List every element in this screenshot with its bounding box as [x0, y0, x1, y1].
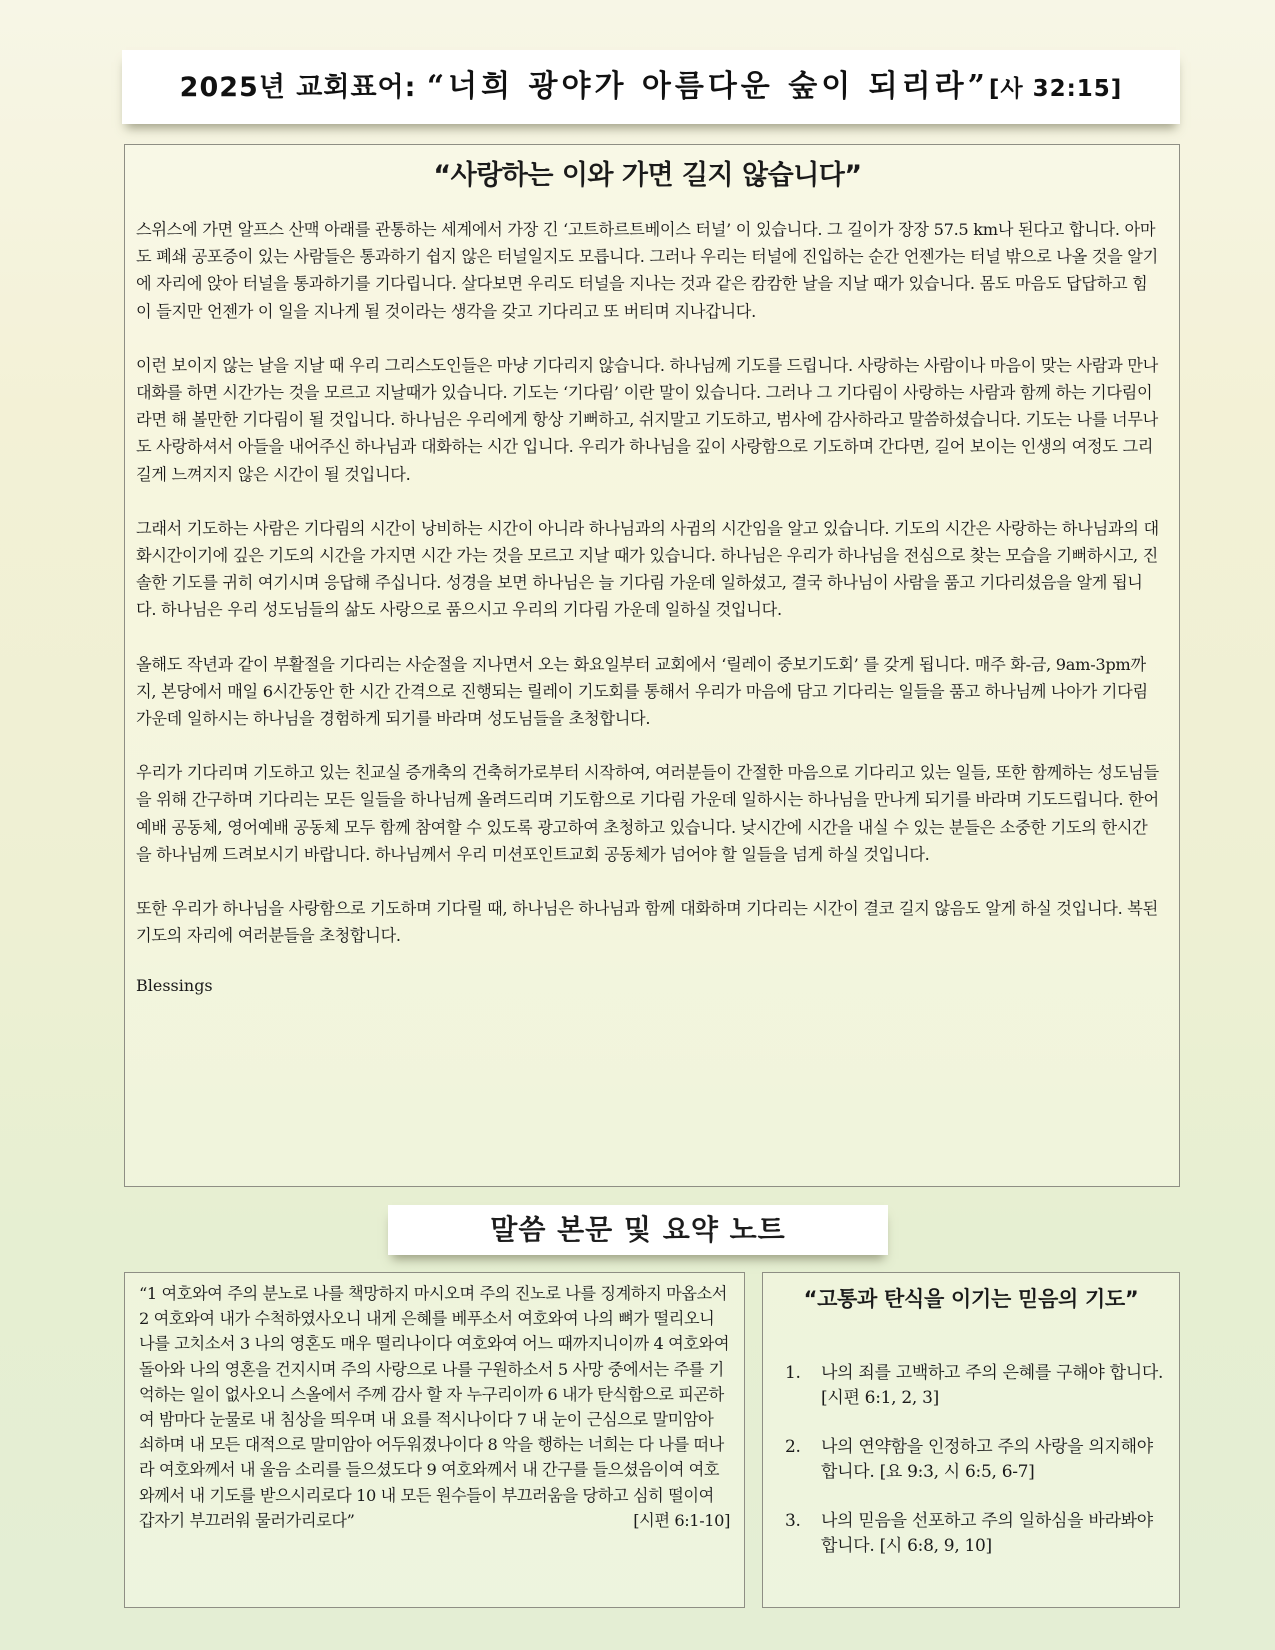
article-paragraph-6: 또한 우리가 하나님을 사랑함으로 기도하며 기다릴 때, 하나님은 하나님과 함께 대화하며 기다리는 시간이 결코 길지 않음도 알게 하실 것입니다. 복된 기도의 자리에 여러분들을 초청합니다. — [136, 899, 1158, 946]
sermon-points-list — [773, 1361, 1169, 1559]
point-text: 나의 죄를 고백하고 주의 은혜를 구해야 합니다. [시편 6:1, 2, 3] — [821, 1363, 1164, 1408]
sermon-point — [773, 1435, 1169, 1485]
sermon-point — [773, 1361, 1169, 1411]
article-paragraph-2: 이런 보이지 않는 날을 지날 때 우리 그리스도인들은 마냥 기다리지 않습니다. 하나님께 기도를 드립니다. 사랑하는 사람이나 마음이 맞는 사람과 만나 대화를 하면 시간가는 것을 모르고 지날때가 있습니다. 기도는 ‘기다림’ 이란 말이 있습니다. 그러나 그 기다림이 사랑하는 사람과 함께 하는 기다림이라면 해 볼만한 기다림이 될 것입니다. 하나님은 우리에게 항상 기뻐하고, 쉬지말고 기도하고, 범사에 감사하라고 말씀하셨습니다. 기도는 나를 너무나도 사랑하셔서 아들을 내어주신 하나님과 대화하는 시간 입니다. 우리가 하나님을 깊이 사랑함으로 기도하며 간다면, 길어 보이는 인생의 여정도 그리 길게 느껴지지 않은 시간이 될 것입니다. — [136, 355, 1158, 484]
article-paragraph-3: 그래서 기도하는 사람은 기다림의 시간이 낭비하는 시간이 아니라 하나님과의 사귐의 시간임을 알고 있습니다. 기도의 시간은 사랑하는 하나님과의 대화시간이기에 깊은 기도의 시간을 가지면 시간 가는 것을 모르고 지날 때가 있습니다. 하나님은 우리가 하나님을 전심으로 찾는 모습을 기뻐하시고, 진솔한 기도를 귀히 여기시며 응답해 주십니다. 성경을 보면 하나님은 늘 기다림 가운데 일하셨고, 결국 하나님이 사람을 품고 기다리셨음을 알게 됩니다. 하나님은 우리 성도님들의 삶도 사랑으로 품으시고 우리의 기다림 가운데 일하실 것입니다. — [136, 518, 1159, 620]
point-number: 3. — [785, 1511, 801, 1531]
notes-section-title: 말씀 본문 및 요약 노트 — [490, 1213, 786, 1246]
scripture-text — [139, 1281, 730, 1533]
article-paragraph-4: 올해도 작년과 같이 부활절을 기다리는 사순절을 지나면서 오는 화요일부터 교회에서 ‘릴레이 중보기도회’ 를 갖게 됩니다. 매주 화-금, 9am-3pm까지, 본당에서 매일 6시간동안 한 시간 간격으로 진행되는 릴레이 기도회를 통해서 우리가 마음에 담고 기다리는 일들을 품고 하나님께 나아가 기다림 가운데 일하시는 하나님을 경험하게 되기를 바라며 성도님들을 초청합니다. — [136, 654, 1148, 729]
article-sign-off: Blessings — [136, 976, 213, 996]
motto-quote: “너희 광야가 아름다운 숲이 되리라” — [426, 69, 989, 104]
point-number: 2. — [785, 1437, 801, 1457]
article-title: “사랑하는 이와 가면 길지 않습니다” — [433, 160, 862, 191]
sermon-title: “고통과 탄식을 이기는 믿음의 기도” — [803, 1287, 1139, 1311]
scripture-passage: “1 여호와여 주의 분노로 나를 책망하지 마시오며 주의 진노로 나를 징계하지 마옵소서 2 여호와여 내가 수척하였사오니 내게 은혜를 베푸소서 여호와여 나의 뼈가 떨리오니 나를 고치소서 3 나의 영혼도 매우 떨리나이다 여호와여 어느 때까지니이까 4 여호와여 돌아와 나의 영혼을 건지시며 주의 사랑으로 나를 구원하소서 5 사망 중에서는 주를 기억하는 일이 없사오니 스올에서 주께 감사 할 자 누구리이까 6 내가 탄식함으로 피곤하여 밤마다 눈물로 내 침상을 띄우며 내 요를 적시나이다 7 내 눈이 근심으로 말미암아 쇠하며 내 모든 대적으로 말미암아 어두워졌나이다 8 악을 행하는 너희는 다 나를 떠나라 여호와께서 내 울음 소리를 들으셨도다 9 여호와께서 내 간구를 들으셨음이여 여호와께서 내 기도를 받으시리로다 10 내 모든 원수들이 부끄러움을 당하고 심히 떨이여 갑자기 부끄러워 물러가리로다” — [139, 1284, 730, 1530]
scripture-box — [124, 1272, 745, 1608]
scripture-reference: [시편 6:1-10] — [633, 1510, 730, 1530]
motto-label: 2025년 교회표어: — [179, 72, 427, 103]
notes-banner — [388, 1205, 888, 1255]
point-text: 나의 연약함을 인정하고 주의 사랑을 의지해야 합니다. [요 9:3, 시 6:5, 6-7] — [821, 1437, 1153, 1482]
church-motto — [122, 50, 1180, 128]
motto-reference: [사 32:15] — [988, 76, 1123, 102]
pastor-column-box — [124, 144, 1180, 1187]
article-paragraph-5: 우리가 기다리며 기도하고 있는 친교실 증개축의 건축허가로부터 시작하여, 여러분들이 간절한 마음으로 기다리고 있는 일들, 또한 함께하는 성도님들을 위해 간구하며 기다리는 모든 일들을 하나님께 올려드리며 기도함으로 기다림 가운데 일하시는 하나님을 만나게 되기를 바라며 기도드립니다. 한어예배 공동체, 영어예배 공동체 모두 함께 참여할 수 있도록 광고하여 초청하고 있습니다. 낮시간에 시간을 내실 수 있는 분들은 소중한 기도의 한시간을 하나님께 드려보시기 바랍니다. 하나님께서 우리 미션포인트교회 공동체가 넘어야 할 일들을 넘게 하실 것입니다. — [136, 763, 1159, 864]
motto-banner — [122, 50, 1180, 124]
point-number: 1. — [785, 1363, 801, 1383]
point-text: 나의 믿음을 선포하고 주의 일하심을 바라봐야 합니다. [시 6:8, 9, 10] — [821, 1511, 1153, 1556]
sermon-notes-box — [762, 1272, 1180, 1608]
sermon-point — [773, 1509, 1169, 1559]
article-paragraph-1: 스위스에 가면 알프스 산맥 아래를 관통하는 세계에서 가장 긴 ‘고트하르트베이스 터널’ 이 있습니다. 그 길이가 장장 57.5 km나 된다고 합니다. 아마도 폐쇄 공포증이 있는 사람들은 통과하기 쉽지 않은 터널일지도 모릅니다. 그러나 우리는 터널에 진입하는 순간 언젠가는 터널 밖으로 나올 것을 알기에 자리에 앉아 터널을 통과하기를 기다립니다. 살다보면 우리도 터널을 지나는 것과 같은 캄캄한 날을 지날 때가 있습니다. 몸도 마음도 답답하고 힘이 들지만 언젠가 이 일을 지나게 될 것이라는 생각을 갖고 기다리고 또 버티며 지나갑니다. — [136, 220, 1158, 321]
